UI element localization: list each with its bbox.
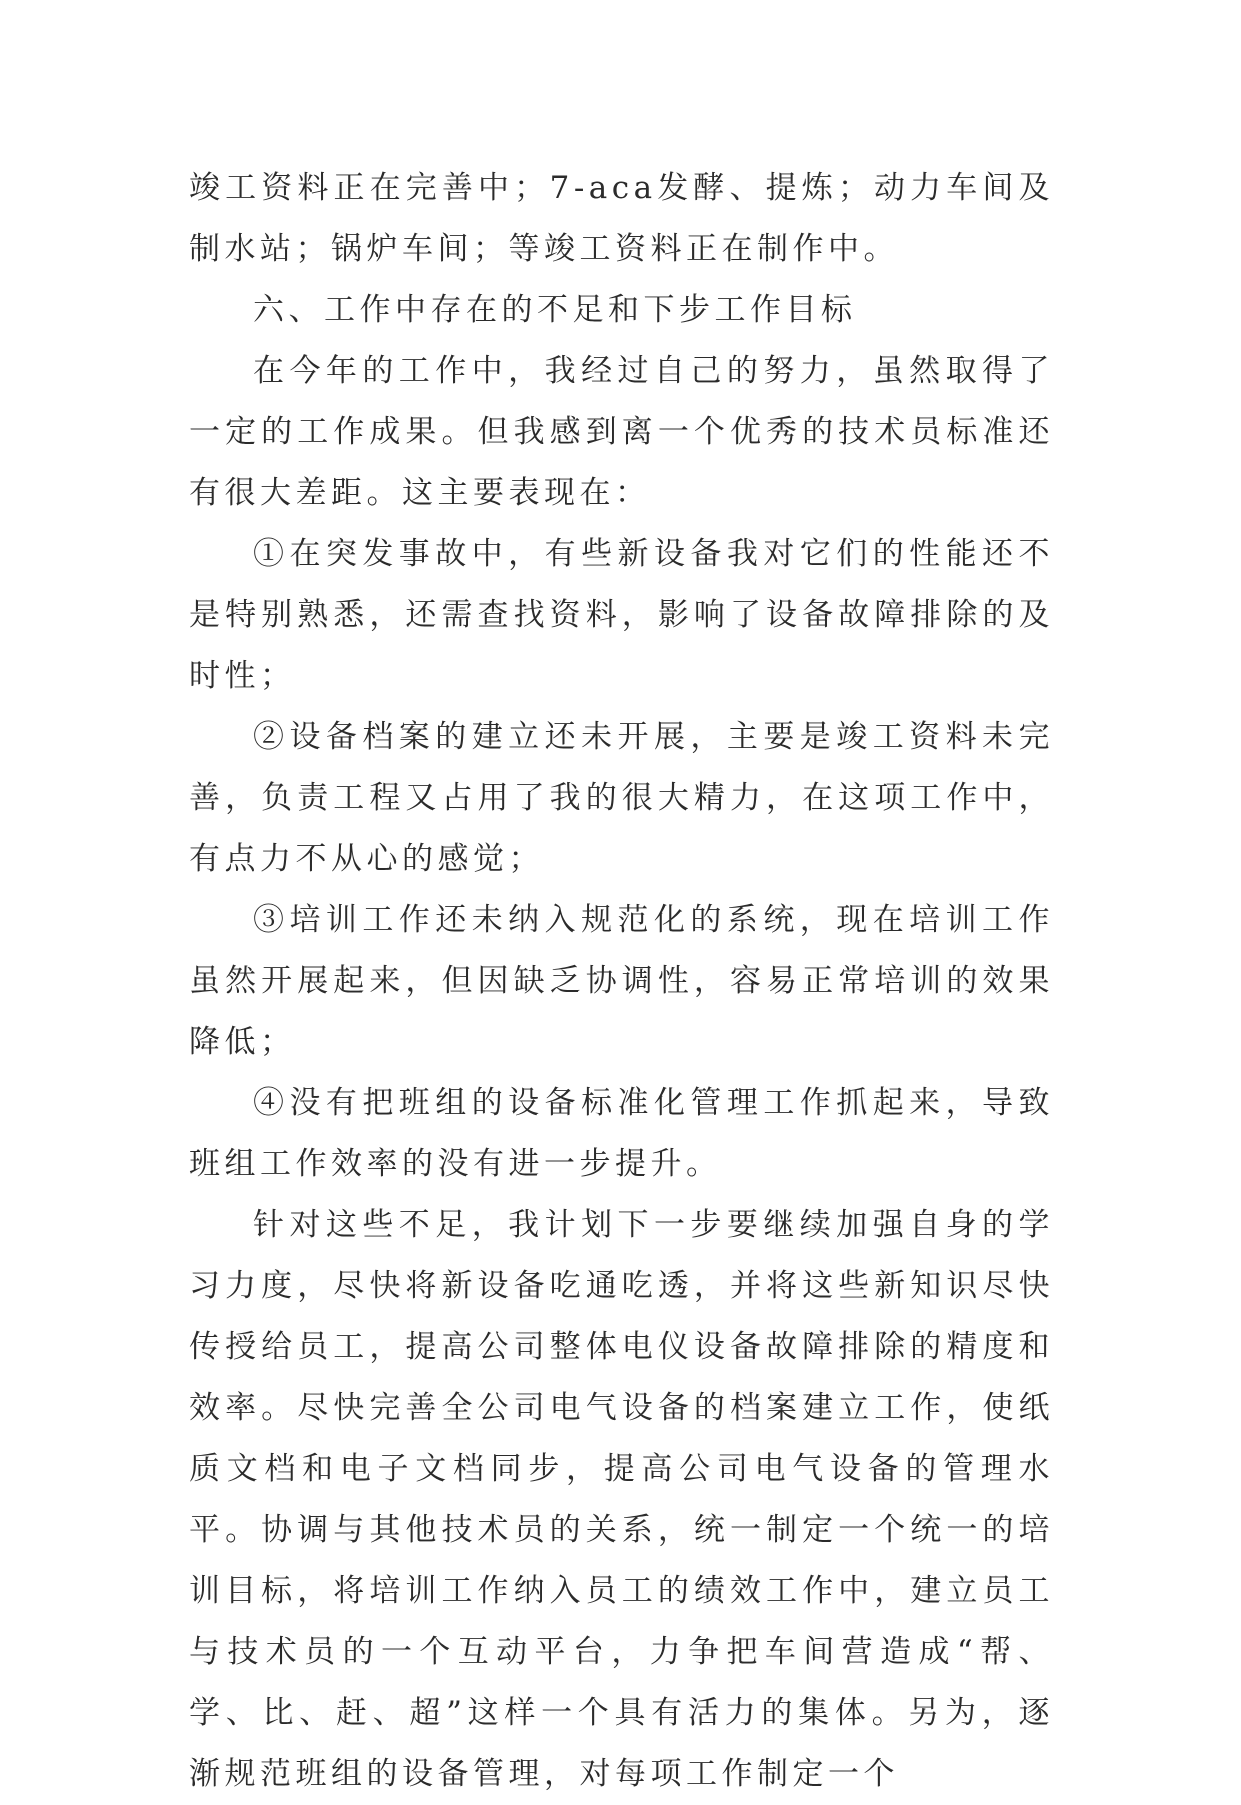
paragraph-item-3: ③培训工作还未纳入规范化的系统，现在培训工作虽然开展起来，但因缺乏协调性，容易正常培训的效果降低； xyxy=(189,902,1054,1060)
document-body xyxy=(189,158,1054,1805)
section-heading-shortcomings: 六、工作中存在的不足和下步工作目标 xyxy=(253,292,857,328)
paragraph-intro: 在今年的工作中，我经过自己的努力，虽然取得了一定的工作成果。但我感到离一个优秀的技术员标准还有很大差距。这主要表现在： xyxy=(189,353,1054,511)
paragraph-plan: 针对这些不足，我计划下一步要继续加强自身的学习力度，尽快将新设备吃通吃透，并将这些新知识尽快传授给员工，提高公司整体电仪设备故障排除的精度和效率。尽快完善全公司电气设备的档案建立工作，使纸质文档和电子文档同步，提高公司电气设备的管理水平。协调与其他技术员的关系，统一制定一个统一的培训目标，将培训工作纳入员工的绩效工作中，建立员工与技术员的一个互动平台，力争把车间营造成“帮、学、比、赶、超”这样一个具有活力的集体。另为，逐渐规范班组的设备管理，对每项工作制定一个 xyxy=(189,1207,1054,1792)
paragraph-completion-status: 竣工资料正在完善中；7-aca发酵、提炼；动力车间及制水站；锅炉车间；等竣工资料正在制作中。 xyxy=(189,170,1054,267)
paragraph-item-4: ④没有把班组的设备标准化管理工作抓起来，导致班组工作效率的没有进一步提升。 xyxy=(189,1085,1054,1182)
paragraph-item-2: ②设备档案的建立还未开展，主要是竣工资料未完善，负责工程又占用了我的很大精力，在这项工作中，有点力不从心的感觉； xyxy=(189,719,1054,877)
paragraph-item-1: ①在突发事故中，有些新设备我对它们的性能还不是特别熟悉，还需查找资料，影响了设备故障排除的及时性； xyxy=(189,536,1054,694)
